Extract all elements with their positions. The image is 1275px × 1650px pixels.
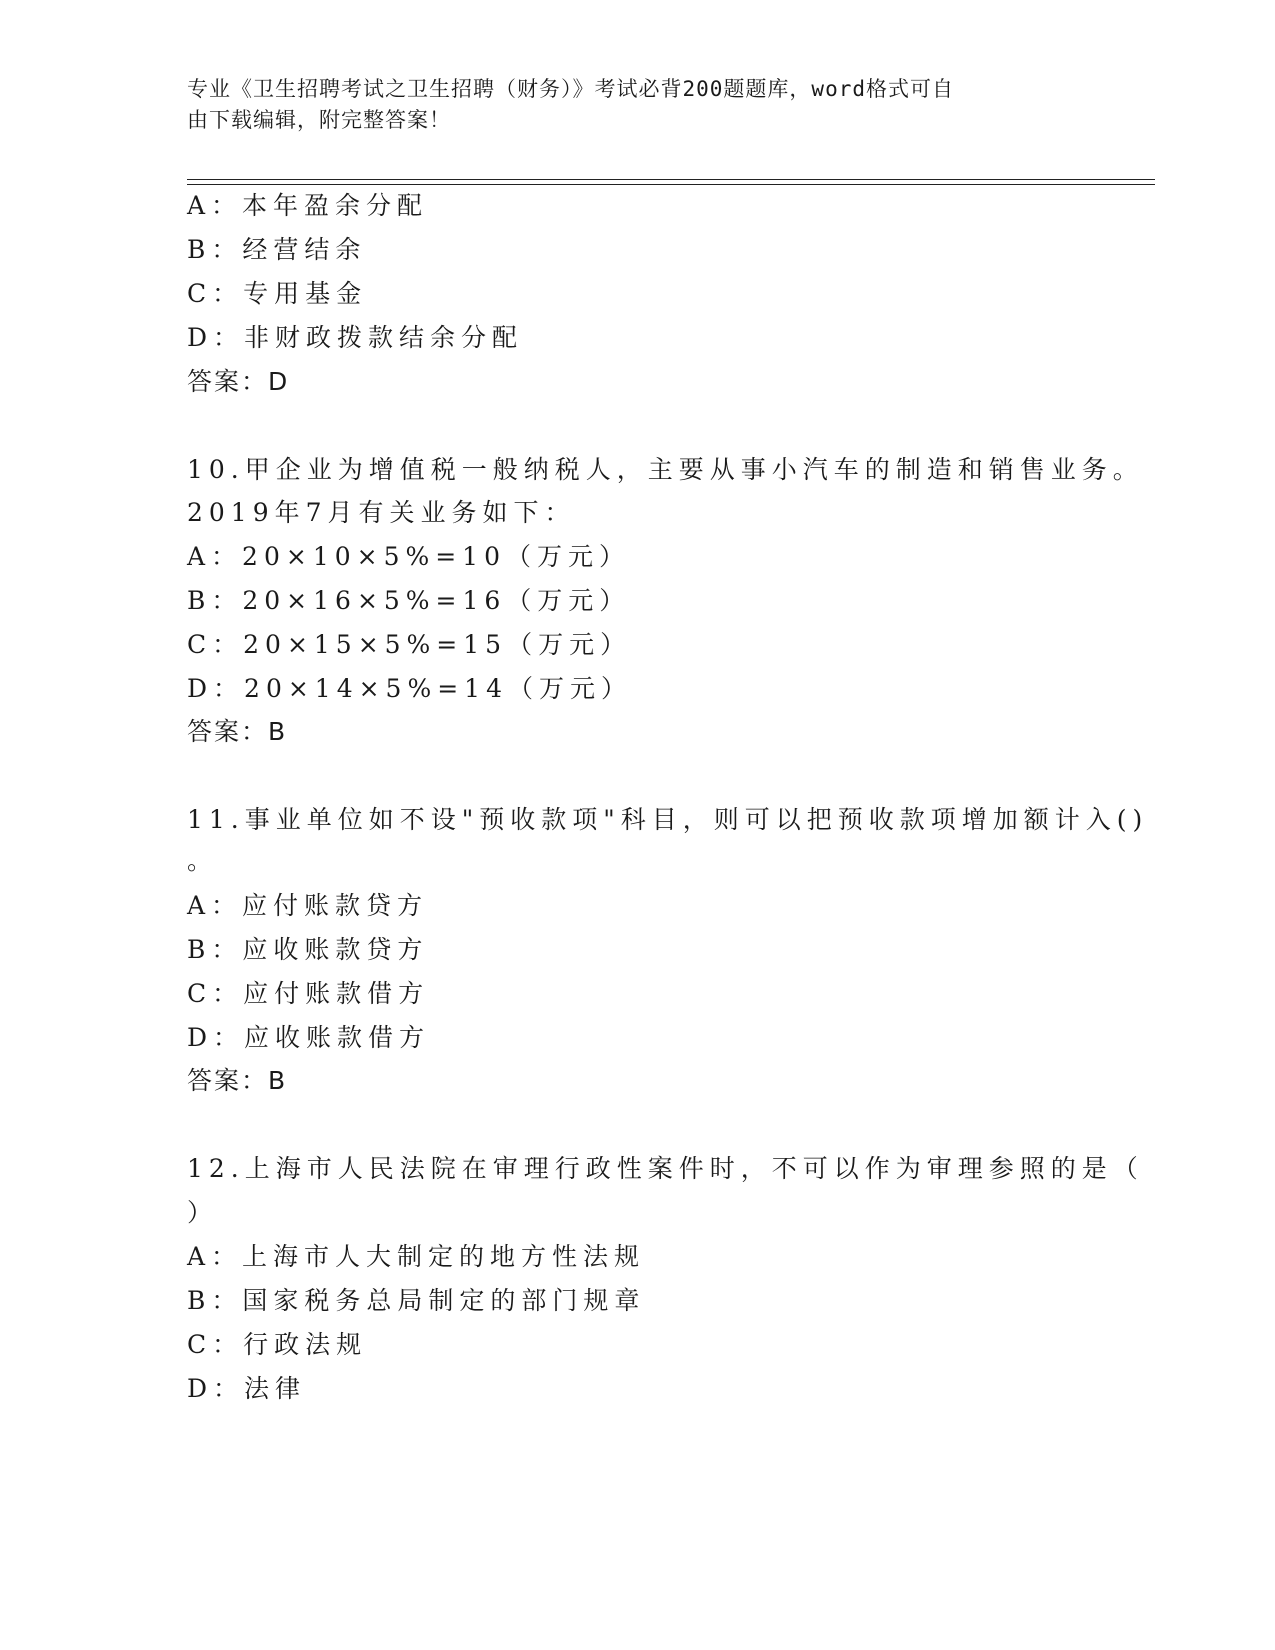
q12-stem-line-2: ）	[187, 1198, 219, 1227]
q12-option-d: D：法律	[187, 1374, 307, 1403]
header-title-line-2: 由下载编辑，附完整答案！	[187, 108, 451, 132]
q10-option-b: B：20×16×5%=16（万元）	[187, 586, 631, 615]
q11-option-c: C：应付账款借方	[187, 979, 430, 1008]
q11-stem-line-1: 11.事业单位如不设"预收款项"科目，则可以把预收款项增加额计入()	[187, 805, 1149, 834]
q10-option-d: D：20×14×5%=14（万元）	[187, 674, 632, 703]
q10-option-c: C：20×15×5%=15（万元）	[187, 630, 632, 659]
q9-option-d: D：非财政拨款结余分配	[187, 323, 524, 352]
q9-option-b: B：经营结余	[187, 235, 367, 264]
q10-stem-line-2: 2019年7月有关业务如下：	[187, 498, 576, 527]
q11-option-a: A：应付账款贷方	[187, 891, 429, 920]
q10-answer: 答案：B	[187, 717, 288, 746]
q9-option-c: C：专用基金	[187, 279, 368, 308]
q9-option-a: A：本年盈余分配	[187, 191, 429, 220]
q10-stem-line-1: 10.甲企业为增值税一般纳税人，主要从事小汽车的制造和销售业务。	[187, 455, 1144, 484]
q12-option-c: C：行政法规	[187, 1330, 368, 1359]
q11-option-d: D：应收账款借方	[187, 1023, 431, 1052]
header-divider-top	[187, 179, 1155, 180]
header-divider-bottom	[187, 184, 1155, 185]
q11-stem-line-2: 。	[187, 846, 219, 875]
q12-option-b: B：国家税务总局制定的部门规章	[187, 1286, 646, 1315]
q12-stem-line-1: 12.上海市人民法院在审理行政性案件时，不可以作为审理参照的是（	[187, 1154, 1144, 1183]
document-header	[187, 74, 1077, 136]
q9-answer: 答案：D	[187, 367, 290, 396]
q11-answer: 答案：B	[187, 1066, 288, 1095]
header-title-line-1: 专业《卫生招聘考试之卫生招聘（财务）》考试必背200题题库，word格式可自	[187, 77, 954, 101]
q11-option-b: B：应收账款贷方	[187, 935, 429, 964]
q12-option-a: A：上海市人大制定的地方性法规	[187, 1242, 646, 1271]
q10-option-a: A：20×10×5%=10（万元）	[187, 542, 630, 571]
